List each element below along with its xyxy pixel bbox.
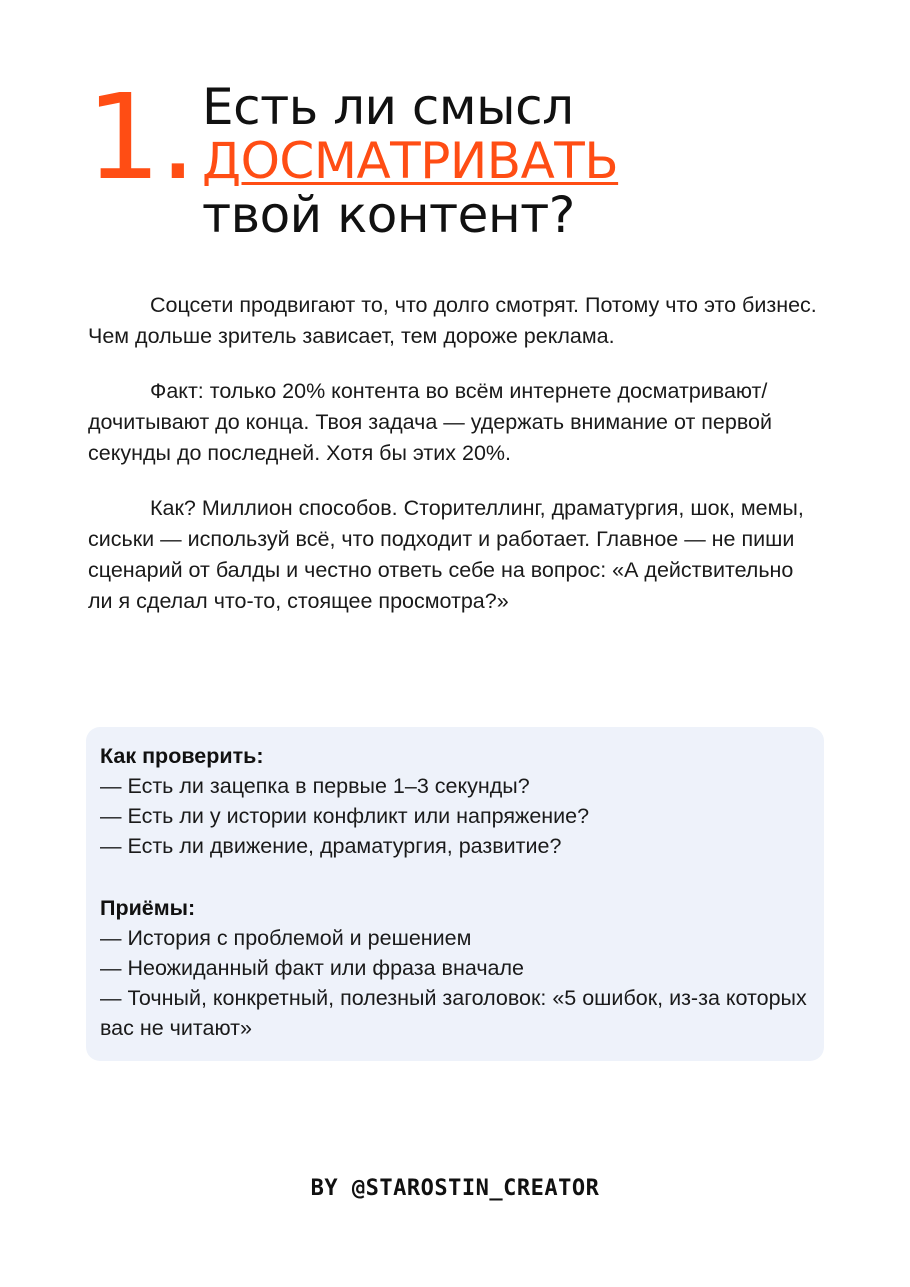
body-text (88, 290, 818, 641)
spacer (100, 861, 810, 893)
check-heading: Как проверить: (100, 744, 264, 768)
tips-card (86, 727, 824, 1061)
trick-item: — История с проблемой и решением (100, 926, 472, 950)
check-item: — Есть ли у истории конфликт или напряжение? (100, 804, 590, 828)
title-line-1: Есть ли смысл (202, 78, 574, 136)
title-line-accent: ДОСМАТРИВАТЬ (202, 132, 619, 190)
paragraph: Соцсети продвигают то, что долго смотрят. Потому что это бизнес. Чем дольше зритель зависает, тем дороже реклама. (88, 293, 817, 348)
tricks-heading: Приёмы: (100, 896, 196, 920)
section-number: 1. (86, 68, 195, 206)
paragraph: Как? Миллион способов. Сторителлинг, драматургия, шок, мемы, сиськи — используй всё, что подходит и работает. Главное — не пиши сценарий от балды и честно ответь себе на вопрос: «А действительно ли я сделал что-то, стоящее просмотра?» (88, 496, 804, 613)
author-credit: BY @STAROSTIN_CREATOR (310, 1176, 600, 1201)
trick-item: — Неожиданный факт или фраза вначале (100, 956, 524, 980)
trick-item: — Точный, конкретный, полезный заголовок: «5 ошибок, из-за которых вас не читают» (100, 986, 807, 1040)
check-item: — Есть ли движение, драматургия, развитие? (100, 834, 562, 858)
title-line-3: твой контент? (202, 186, 575, 244)
paragraph: Факт: только 20% контента во всём интернете досматривают/дочитывают до конца. Твоя задача — удержать внимание от первой секунды до последней. Хотя бы этих 20%. (88, 379, 772, 465)
page-title (202, 80, 618, 242)
check-item: — Есть ли зацепка в первые 1–3 секунды? (100, 774, 530, 798)
